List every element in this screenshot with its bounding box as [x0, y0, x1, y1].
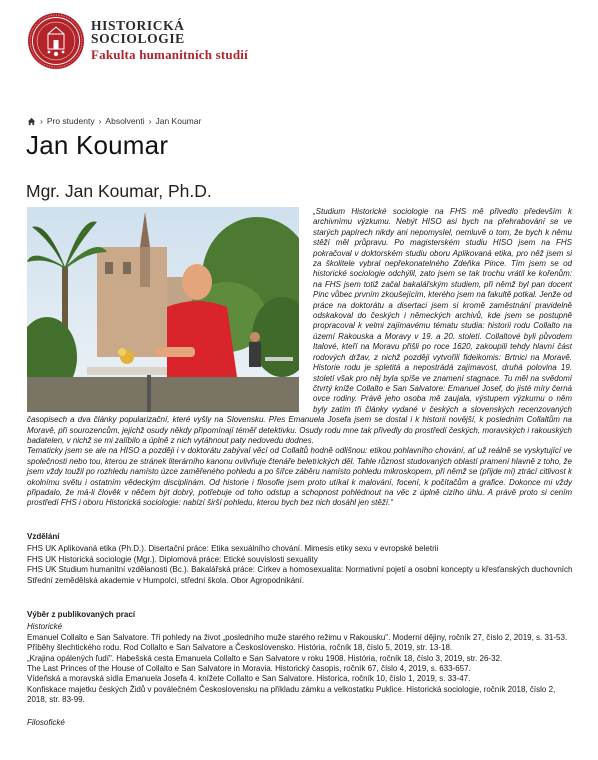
education-item: FHS UK Historická sociologie (Mgr.). Diplomová práce: Etické souvislosti sexuality — [27, 554, 318, 564]
publication-item: The Last Princes of the House of Collalto e San Salvatore in Moravia. Historický časopis, ročník 67, číslo 4, 2019, s. 633-657. — [27, 664, 471, 674]
brand-line-2: SOCIOLOGIE — [91, 31, 185, 46]
university-seal-logo[interactable] — [27, 12, 85, 70]
breadcrumb-link-students[interactable]: Pro studenty — [46, 116, 95, 126]
person-name-heading: Mgr. Jan Koumar, Ph.D. — [26, 181, 212, 201]
home-icon[interactable] — [27, 117, 36, 126]
testimonial-text — [27, 207, 572, 509]
publications-section — [27, 610, 575, 728]
testimonial-paragraph-2: Tematicky jsem se ale na HISO a později i v doktorátu zabýval věcí od Collaltů hodně odlišnou: etikou pohlavního chování, ať už reálně se vyskytující ve společnosti nebo tou, kterou ze stránek literárního kanonu ovlivňuje čtenáře beletrických děl. Tahle různost studovaných oblastí pramení hlavně z toho, že jsem vždy toužil po rozhledu namísto úzce zaměřeného pohledu a po šířce záběru namísto pohledu mikroskopem, při němž se (přijde mi) ztrácí citlivost k okolnímu světu i ostatním vědeckým disciplínám. Od historie i filosofie jsem proto utíkal k malování, focení, k počítačům a grafice. Dokonce mi vždy připadalo, že má-li člověk v něčem být dobrý, potřebuje od toho odstup a schopnost pohlédnout na věc z úplně cizího úhlu. A právě proto si cením prostředí FHS i oboru Historická sociologie: nabízí širší pohledu, kterou bych bez nich dosáhl jen stěží.“ — [27, 446, 572, 508]
education-item: Střední zemědělská akademie v Humpolci, střední škola. Obor Agropodnikání. — [27, 575, 305, 585]
photo-spacer — [27, 207, 299, 412]
breadcrumb-separator: › — [98, 116, 102, 126]
publication-item: Konfiskace majetku českých Židů v poválečném Československu na příkladu zámku a velkostatku Puklice. Historická sociologie, ročník 2018, číslo 2, 2018, str. 83-99. — [27, 684, 556, 705]
publication-item: Emanuel Collalto e San Salvatore. Tři pohledy na život „posledního muže starého režimu v Rakousku". Moderní dějiny, ročník 27, číslo 2, 2019, s. 31-53. — [27, 632, 568, 642]
breadcrumb — [27, 116, 201, 126]
publications-category-philosophy: Filosofické — [27, 717, 65, 727]
brand-line-3: Fakulta humanitních studií — [91, 47, 248, 62]
education-item: FHS UK Aplikovaná etika (Ph.D.). Disertační práce: Etika sexuálního chování. Mimesis etiky sexu v evropské beletrii — [27, 544, 439, 554]
education-heading: Vzdělání — [27, 532, 60, 541]
brand-line-1: HISTORICKÁ — [91, 18, 185, 33]
publication-item: Příběhy šlechtického rodu. Rod Collalto e San Salvatore a Československo. História, ročník 18, číslo 5, 2019, str. 13-18. — [27, 643, 453, 653]
education-section — [27, 532, 575, 586]
breadcrumb-separator: › — [148, 116, 152, 126]
breadcrumb-current: Jan Koumar — [155, 116, 202, 126]
publication-item: „Krajina opálených ľudí". Habešská cesta Emanuela Collalto e San Salvatore v roku 1908. História, ročník 18, číslo 3, 2019, str. 26-32. — [27, 653, 503, 663]
breadcrumb-separator: › — [40, 116, 43, 126]
publication-item: Vídeňská a moravská sídla Emanuela Josefa 4. knížete Collalto e San Salvatore. Historica, ročník 10, číslo 1, 2019, s. 33-47. — [27, 674, 471, 684]
testimonial-paragraph-1: „Studium Historické sociologie na FHS mě přivedlo především k archivnímu výzkumu. Nebýt HISO asi bych na přehrabování se ve starých papírech nikdy ani nepomyslel, nemluvě o tom, že bych k němu stěží měl průpravu. Po magisterském studiu HISO jsem na FHS pokračoval v doktorském studiu oboru Aplikovaná etika, pro něž jsem si za školitele vybral nepřekonatelného Zdeňka Pince. Tím jsem se od historické sociologie odchýlil, zato jsem se tak trochu vrátil ke kořenům: na FHS jsem totiž začal bakalářským studiem, při němž byl pan docent Pinc vůbec prvním zkoušejícím, kterého jsem na fakultě potkal. Jenže od práce na doktorátu a disertaci jsem si kromě zaměstnání pravidelně odskakoval do českých i německých archivů, kde jsem se postupně propracoval k velmi zajímavému tématu studia: historii rodu Collalto na území Rakouska a Moravy v 19. a 20. století. Collaltové byli původem Italové, kteří na Moravu přišli po roce 1620, zakoupili tehdy hlavní část rodových držav, z nichž později vytvořili fideikomis: Brtnici na Moravě. Historie rodu je spletitá a nepostrádá zajímavost, druhá polovina 19. století však pro něj byla spíše ve znamení stagnace. Tu měl na svědomí čtvrtý kníže Collalto e San Salvatore: Emanuel Josef, do jisté míry černá ovce rodiny. Právě jeho osoba mě zaujala, výstupem výzkumu o něm byly zatím tři články vydané v českých a slovenských recenzovaných časopisech a dva články popularizační, které vyšly na Slovensku. Přes Emanuela Josefa jsem se dostal i k historii novější, k posledním Collaltům na Moravě, při sourozencům, jejichž osudy někdy připomínají téměř detektivku. Osudy rodu mne tak přivedly do prostředí českých, moravských i rakouských badatelen, v nichž se mi zalíbilo a úplně z nich vytáhnout paty nedovedu dodnes. — [27, 207, 572, 445]
breadcrumb-link-alumni[interactable]: Absolventi — [105, 116, 145, 126]
brand-text[interactable] — [91, 19, 248, 62]
education-item: FHS UK Studium humanitní vzdělanosti (Bc.). Bakalářská práce: Církev a homosexualita: Normativní pojetí a osobní koncepty u křesťanských duchovních — [27, 565, 573, 575]
publications-category-history: Historické — [27, 622, 63, 632]
publications-heading: Výběr z publikovaných prací — [27, 610, 136, 619]
page-title: Jan Koumar — [26, 130, 169, 160]
